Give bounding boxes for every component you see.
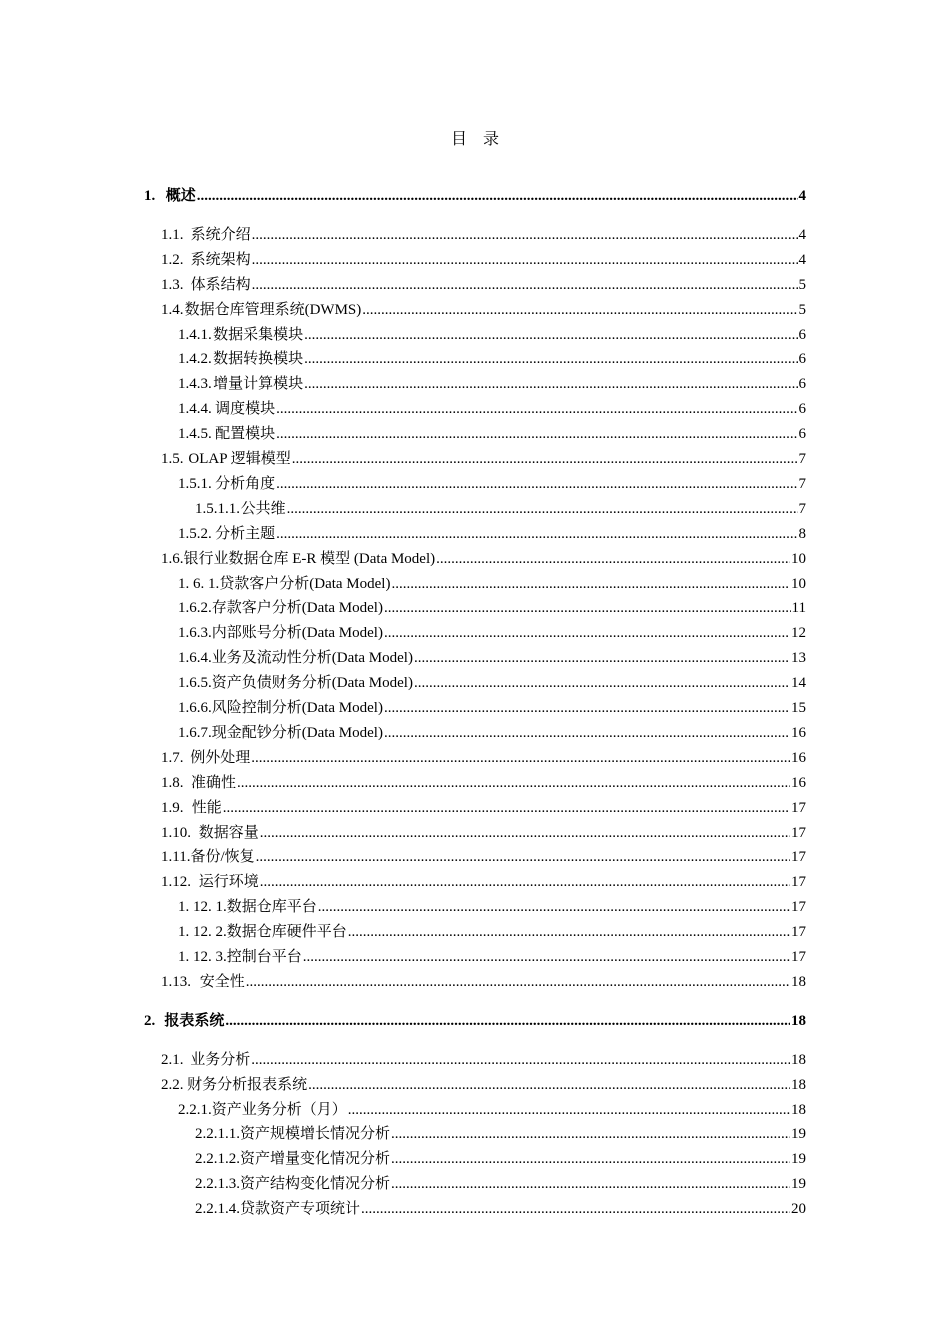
toc-entry-label: 例外处理 xyxy=(190,749,251,766)
dot-leader xyxy=(308,1075,790,1095)
toc-entry-page-number: 17 xyxy=(791,949,806,965)
toc-entry-label: 安全性 xyxy=(199,973,245,990)
dot-leader xyxy=(276,399,797,419)
toc-entry-label: 备份/恢复 xyxy=(190,849,255,866)
toc-entry-page-number: 18 xyxy=(791,1101,806,1118)
toc-entry-page-number: 20 xyxy=(791,1201,806,1218)
toc-entry-number: 2.2.1.2. xyxy=(195,1151,240,1168)
toc-entry[interactable] xyxy=(195,1199,806,1219)
toc-entry-page-number: 5 xyxy=(798,301,806,318)
toc-entry-label: OLAP 逻辑模型 xyxy=(188,451,291,467)
toc-entry-label: 资产负债财务分析(Data Model) xyxy=(211,675,413,692)
toc-entry[interactable] xyxy=(144,186,806,206)
dot-leader xyxy=(260,872,790,892)
toc-entry[interactable] xyxy=(161,225,806,245)
toc-entry-page-number: 19 xyxy=(791,1151,806,1168)
toc-entry-number: 1.6.5. xyxy=(178,675,212,692)
toc-entry[interactable] xyxy=(178,574,806,594)
toc-entry-label: 贷款资产专项统计 xyxy=(240,1201,361,1218)
dot-leader xyxy=(252,250,798,270)
toc-entry-number: 1.9. xyxy=(161,799,184,816)
toc-entry-number: 1.6.6. xyxy=(178,700,212,716)
dot-leader xyxy=(384,698,790,718)
toc-entry-number: 1.12. xyxy=(161,874,191,891)
dot-leader xyxy=(384,623,790,643)
dot-leader xyxy=(197,186,798,206)
toc-entry-label: 概述 xyxy=(165,188,196,204)
dot-leader xyxy=(256,847,790,867)
toc-entry[interactable] xyxy=(178,424,806,444)
toc-entry-number: 1. 12. 2. xyxy=(178,924,227,941)
toc-entry-page-number: 6 xyxy=(798,351,806,368)
toc-entry-label: 运行环境 xyxy=(198,874,259,891)
toc-entry-label: 银行业数据仓库 E-R 模型 (Data Model) xyxy=(183,550,436,567)
dot-leader xyxy=(223,798,790,818)
page-title: 目 录 xyxy=(450,131,499,148)
dot-leader xyxy=(391,1149,790,1169)
toc-entry-page-number: 17 xyxy=(791,899,806,916)
toc-entry-page-number: 6 xyxy=(798,376,806,393)
toc-entry-number: 1.11. xyxy=(161,849,191,866)
toc-entry-label: 控制台平台 xyxy=(226,949,302,965)
toc-entry[interactable] xyxy=(161,250,806,270)
toc-entry-label: 准确性 xyxy=(190,774,236,791)
toc-entry-number: 2.2.1.3. xyxy=(195,1176,240,1193)
toc-entry[interactable] xyxy=(195,1174,806,1194)
toc-entry[interactable] xyxy=(178,1100,806,1120)
toc-entry-page-number: 18 xyxy=(791,973,806,990)
toc-entry-number: 1.7. xyxy=(161,749,184,766)
toc-entry-page-number: 4 xyxy=(798,251,806,268)
toc-entry[interactable] xyxy=(161,773,806,793)
dot-leader xyxy=(362,300,797,320)
toc-entry-page-number: 5 xyxy=(798,276,806,293)
toc-entry-page-number: 6 xyxy=(798,326,806,343)
dot-leader xyxy=(348,922,790,942)
toc-entry[interactable] xyxy=(161,449,806,469)
toc-entry[interactable] xyxy=(178,648,806,668)
toc-entry-number: 2.2.1. xyxy=(178,1101,212,1118)
toc-entry-label: 数据转换模块 xyxy=(213,351,304,368)
dot-leader xyxy=(276,474,797,494)
toc-entry-page-number: 19 xyxy=(791,1176,806,1193)
toc-entry-number: 1.4.4. xyxy=(178,401,212,418)
dot-leader xyxy=(303,947,790,967)
toc-entry-label: 调度模块 xyxy=(215,401,276,418)
toc-entry-label: 数据采集模块 xyxy=(213,326,304,343)
toc-entry[interactable] xyxy=(178,325,806,345)
dot-leader xyxy=(251,748,790,768)
dot-leader xyxy=(292,449,798,469)
toc-entry-label: 分析角度 xyxy=(215,475,276,492)
toc-entry-label: 财务分析报表系统 xyxy=(187,1076,308,1093)
toc-entry-number: 2.1. xyxy=(161,1051,184,1068)
toc-entry-page-number: 10 xyxy=(791,550,806,567)
toc-entry-number: 1.6.7. xyxy=(178,724,212,741)
toc-entry-label: 业务及流动性分析(Data Model) xyxy=(211,650,413,667)
toc-entry-page-number: 11 xyxy=(791,600,806,617)
toc-entry[interactable] xyxy=(161,798,806,818)
toc-entry[interactable] xyxy=(178,399,806,419)
toc-entry[interactable] xyxy=(161,748,806,768)
toc-entry-page-number: 12 xyxy=(791,625,806,642)
toc-entry[interactable] xyxy=(161,300,806,320)
toc-entry-label: 资产规模增长情况分析 xyxy=(240,1126,391,1143)
toc-entry-page-number: 7 xyxy=(798,475,806,492)
toc-entry-label: 系统架构 xyxy=(190,251,251,268)
toc-entry-number: 1.1. xyxy=(161,226,184,243)
toc-entry-label: 系统介绍 xyxy=(190,226,251,243)
toc-entry-page-number: 15 xyxy=(791,700,806,716)
toc-entry-page-number: 17 xyxy=(791,874,806,891)
toc-entry-page-number: 7 xyxy=(798,500,806,517)
toc-entry-label: 内部账号分析(Data Model) xyxy=(211,625,383,642)
toc-entry-page-number: 8 xyxy=(798,525,806,542)
dot-leader xyxy=(260,823,790,843)
toc-entry[interactable] xyxy=(178,947,806,967)
toc-entry-number: 1. xyxy=(144,188,156,204)
toc-entry-page-number: 17 xyxy=(791,924,806,941)
toc-entry-number: 1.6.3. xyxy=(178,625,212,642)
toc-entry-label: 资产业务分析（月） xyxy=(211,1101,347,1118)
toc-entry[interactable] xyxy=(161,549,806,569)
toc-entry[interactable] xyxy=(144,1011,806,1031)
toc-entry[interactable] xyxy=(178,598,806,618)
toc-entry-label: 数据仓库平台 xyxy=(226,899,317,916)
toc-entry[interactable] xyxy=(161,823,806,843)
toc-entry[interactable] xyxy=(178,673,806,693)
toc-entry[interactable] xyxy=(161,972,806,992)
toc-entry-label: 现金配钞分析(Data Model) xyxy=(211,724,383,741)
toc-entry[interactable] xyxy=(195,499,806,519)
dot-leader xyxy=(414,648,790,668)
toc-entry-page-number: 17 xyxy=(791,849,806,866)
toc-entry-number: 1. 12. 3. xyxy=(178,949,227,965)
toc-entry[interactable] xyxy=(178,623,806,643)
toc-entry-label: 贷款客户分析(Data Model) xyxy=(219,575,391,592)
toc-entry-label: 分析主题 xyxy=(215,525,276,542)
toc-entry-number: 1.6. xyxy=(161,550,184,567)
toc-entry[interactable] xyxy=(178,474,806,494)
dot-leader xyxy=(276,424,797,444)
dot-leader xyxy=(318,897,790,917)
dot-leader xyxy=(276,524,797,544)
toc-entry-number: 2.2. xyxy=(161,1076,184,1093)
toc-entry-number: 2.2.1.1. xyxy=(195,1126,240,1143)
dot-leader xyxy=(252,275,798,295)
dot-leader xyxy=(391,1124,790,1144)
toc-entry-page-number: 14 xyxy=(791,675,806,692)
toc-entry-page-number: 4 xyxy=(798,188,806,204)
toc-entry[interactable] xyxy=(161,1075,806,1095)
toc-entry[interactable] xyxy=(178,897,806,917)
toc-entry[interactable] xyxy=(195,1124,806,1144)
toc-entry[interactable] xyxy=(195,1149,806,1169)
toc-entry-page-number: 6 xyxy=(798,401,806,418)
toc-entry-number: 1.5.1. xyxy=(178,475,212,492)
toc-entry-page-number: 19 xyxy=(791,1126,806,1143)
toc-entry-number: 1.6.2. xyxy=(178,600,212,617)
toc-entry-number: 1.5.2. xyxy=(178,525,212,542)
toc-entry-number: 1.4.2. xyxy=(178,351,212,368)
toc-entry-number: 1.4.1. xyxy=(178,326,212,343)
toc-entry-number: 1.6.4. xyxy=(178,650,212,667)
toc-entry-number: 1. 6. 1. xyxy=(178,575,220,592)
toc-entry-label: 配置模块 xyxy=(215,426,276,443)
toc-entry-page-number: 17 xyxy=(791,799,806,816)
dot-leader xyxy=(436,549,790,569)
dot-leader xyxy=(237,773,790,793)
dot-leader xyxy=(361,1199,790,1219)
toc-entry-page-number: 16 xyxy=(791,774,806,791)
toc-entry[interactable] xyxy=(161,872,806,892)
toc-entry-label: 资产增量变化情况分析 xyxy=(240,1151,391,1168)
toc-entry-label: 数据仓库硬件平台 xyxy=(226,924,347,941)
dot-leader xyxy=(246,972,790,992)
dot-leader xyxy=(391,1174,790,1194)
toc-entry-page-number: 18 xyxy=(791,1076,806,1093)
toc-entry-label: 资产结构变化情况分析 xyxy=(240,1176,391,1193)
dot-leader xyxy=(384,723,790,743)
dot-leader xyxy=(304,349,797,369)
toc-entry[interactable] xyxy=(178,723,806,743)
toc-entry-page-number: 16 xyxy=(791,724,806,741)
toc-entry-page-number: 13 xyxy=(791,650,806,667)
toc-entry-label: 数据容量 xyxy=(198,824,259,841)
toc-entry[interactable] xyxy=(178,698,806,718)
toc-entry-number: 1.10. xyxy=(161,824,191,841)
toc-entry-number: 1.5. xyxy=(161,451,184,467)
toc-entry-page-number: 16 xyxy=(791,749,806,766)
dot-leader xyxy=(348,1100,790,1120)
toc-entry-number: 2. xyxy=(144,1012,156,1029)
toc-entry-page-number: 6 xyxy=(798,426,806,443)
toc-entry-page-number: 7 xyxy=(798,451,806,467)
toc-entry-number: 1.5.1.1. xyxy=(195,500,240,517)
toc-entry-label: 性能 xyxy=(191,799,222,816)
dot-leader xyxy=(252,225,798,245)
toc-entry[interactable] xyxy=(161,275,806,295)
dot-leader xyxy=(251,1050,790,1070)
toc-entry-number: 1.4. xyxy=(161,301,184,318)
toc-entry-number: 2.2.1.4. xyxy=(195,1201,240,1218)
dot-leader xyxy=(391,574,790,594)
toc-entry[interactable] xyxy=(178,922,806,942)
toc-entry-number: 1.2. xyxy=(161,251,184,268)
toc-entry-label: 报表系统 xyxy=(164,1012,225,1029)
toc-entry-number: 1.8. xyxy=(161,774,184,791)
dot-leader xyxy=(225,1011,790,1031)
toc-entry-label: 风险控制分析(Data Model) xyxy=(211,700,383,716)
toc-entry-number: 1.4.5. xyxy=(178,426,212,443)
dot-leader xyxy=(287,499,798,519)
toc-entry-number: 1.13. xyxy=(161,973,191,990)
toc-entry[interactable] xyxy=(178,524,806,544)
toc-entry[interactable] xyxy=(161,847,806,867)
toc-entry[interactable] xyxy=(178,349,806,369)
toc-entry-page-number: 4 xyxy=(798,226,806,243)
toc-entry-label: 体系结构 xyxy=(190,276,251,293)
toc-entry-number: 1.4.3. xyxy=(178,376,212,393)
dot-leader xyxy=(414,673,790,693)
toc-entry-number: 1.3. xyxy=(161,276,184,293)
toc-entry[interactable] xyxy=(178,374,806,394)
dot-leader xyxy=(304,325,797,345)
toc-entry-label: 存款客户分析(Data Model) xyxy=(211,600,383,617)
dot-leader xyxy=(384,598,791,618)
toc-entry[interactable] xyxy=(161,1050,806,1070)
toc-entry-label: 数据仓库管理系统(DWMS) xyxy=(184,301,362,318)
dot-leader xyxy=(304,374,797,394)
toc-entry-page-number: 18 xyxy=(791,1051,806,1068)
toc-entry-page-number: 10 xyxy=(791,575,806,592)
toc-entry-label: 公共维 xyxy=(240,500,286,517)
toc-entry-number: 1. 12. 1. xyxy=(178,899,227,916)
toc-entry-label: 业务分析 xyxy=(190,1051,251,1068)
toc-entry-label: 增量计算模块 xyxy=(213,376,304,393)
toc-entry-page-number: 18 xyxy=(791,1012,806,1029)
toc-entry-page-number: 17 xyxy=(791,824,806,841)
